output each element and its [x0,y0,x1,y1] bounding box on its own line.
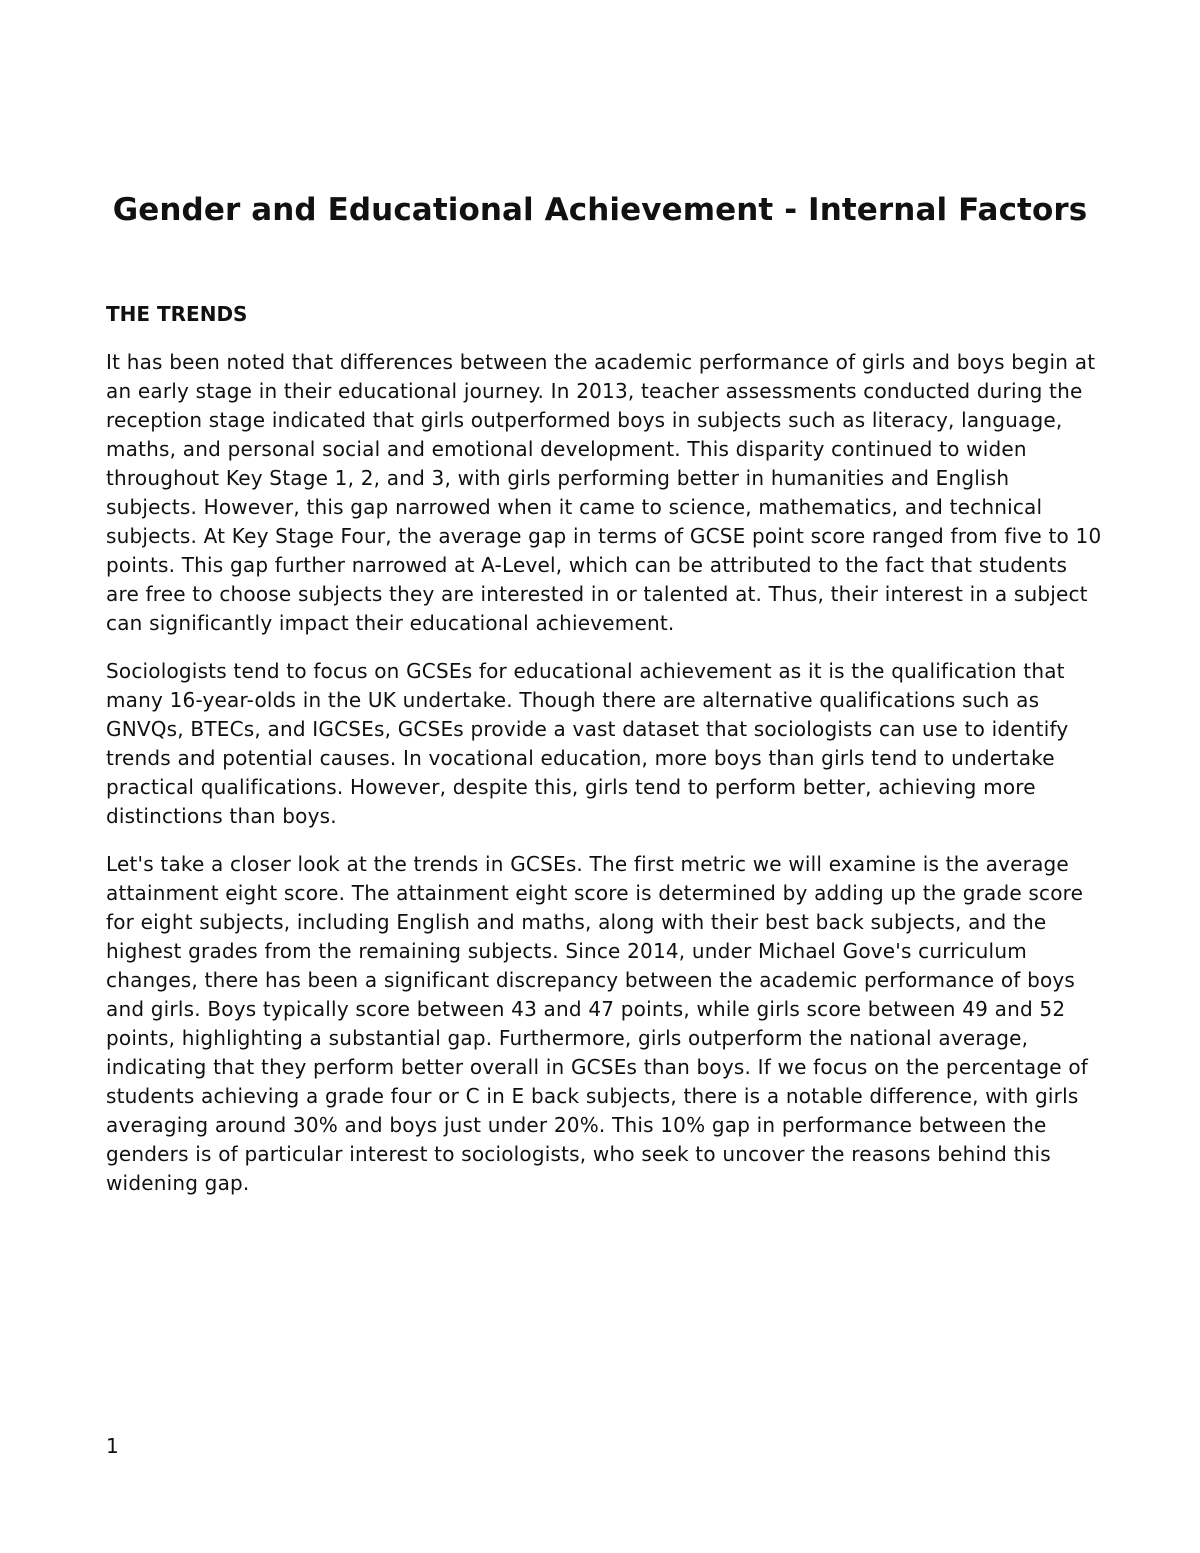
paragraph-1: It has been noted that differences between the academic performance of girls and boys begin at an early stage in their educational journey. In 2013, teacher assessments conducted during the reception stage indicated that girls outperformed boys in subjects such as literacy, language, maths, and personal social and emotional development. This disparity continued to widen throughout Key Stage 1, 2, and 3, with girls performing better in humanities and English subjects. However, this gap narrowed when it came to science, mathematics, and technical subjects. At Key Stage Four, the average gap in terms of GCSE point score ranged from five to 10 points. This gap further narrowed at A-Level, which can be attributed to the fact that students are free to choose subjects they are interested in or talented at. Thus, their interest in a subject can significantly impact their educational achievement. [106,350,1102,635]
document-body [106,300,1106,1217]
section-heading: THE TRENDS [106,302,248,326]
paragraph-3: Let's take a closer look at the trends in GCSEs. The first metric we will examine is the average attainment eight score. The attainment eight score is determined by adding up the grade score for eight subjects, including English and maths, along with their best back subjects, and the highest grades from the remaining subjects. Since 2014, under Michael Gove's curriculum changes, there has been a significant discrepancy between the academic performance of boys and girls. Boys typically score between 43 and 47 points, while girls score between 49 and 52 points, highlighting a substantial gap. Furthermore, girls outperform the national average, indicating that they perform better overall in GCSEs than boys. If we focus on the percentage of students achieving a grade four or C in E back subjects, there is a notable difference, with girls averaging around 30% and boys just under 20%. This 10% gap in performance between the genders is of particular interest to sociologists, who seek to uncover the reasons behind this widening gap. [106,852,1089,1195]
page-number: 1 [106,1434,119,1458]
document-title: Gender and Educational Achievement - Internal Factors [112,192,1088,228]
paragraph-2: Sociologists tend to focus on GCSEs for educational achievement as it is the qualification that many 16-year-olds in the UK undertake. Though there are alternative qualifications such as GNVQs, BTECs, and IGCSEs, GCSEs provide a vast dataset that sociologists can use to identify trends and potential causes. In vocational education, more boys than girls tend to undertake practical qualifications. However, despite this, girls tend to perform better, achieving more distinctions than boys. [106,659,1069,828]
